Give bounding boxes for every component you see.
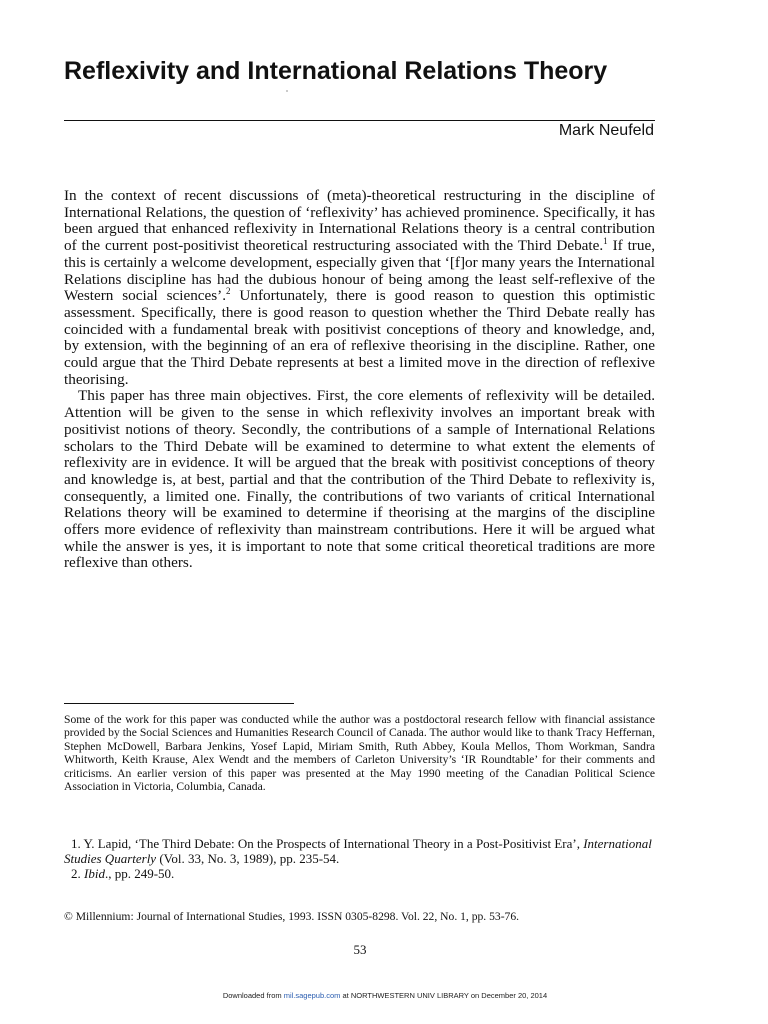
download-prefix: Downloaded from — [222, 991, 284, 1000]
body-paragraph-1 — [64, 188, 655, 388]
download-notice — [0, 991, 768, 1000]
download-suffix: at NORTHWESTERN UNIV LIBRARY on December 20, 2014 — [340, 991, 548, 1000]
paragraph-1-part-b: If true, this is certainly a welcome development, especially given that ‘[f]or many years the International Relations discipline has had the dubious honour of being among the least self-reflexive of the Western social sciences’. — [64, 237, 655, 305]
footnote-1-text-b: (Vol. 33, No. 3, 1989), pp. 235-54. — [156, 851, 340, 866]
scan-speck — [286, 90, 288, 92]
body-paragraph-2: This paper has three main objectives. First, the core elements of reflexivity will be detailed. Attention will be given to the sense in which reflexivity involves an important break with positivist notions of theory. Secondly, the contributions of a sample of International Relations scholars to the Third Debate will be examined to determine to what extent the elements of reflexivity are in evidence. It will be argued that the break with positivist conceptions of theory and knowledge is, at best, partial and that the contribution of the Third Debate to reflexivity is, consequently, a limited one. Finally, the contributions of two variants of critical International Relations theory will be examined to determine if theorising at the margins of the discipline offers more evidence of reflexivity than mainstream contributions. Here it will be argued what while the answer is yes, it is important to note that some critical theoretical traditions are more reflexive than others. — [64, 387, 655, 572]
paragraph-1-part-a: In the context of recent discussions of (meta)-theoretical restructuring in the discipline of International Relations, the question of ‘reflexivity’ has achieved prominence. Specifically, it has been argued that enhanced reflexivity in International Relations theory is a central contribution of the current post-positivist theoretical restructuring associated with the Third Debate. — [64, 187, 655, 255]
paragraph-1-part-c: Unfortunately, there is good reason to question this optimistic assessment. Specifically, there is good reason to question whether the Third Debate really has coincided with a fundamental break with positivist conceptions of theory and knowledge, and, by extension, with the beginning of an era of reflexive theorising in the discipline. Rather, one could argue that the Third Debate represents at best a limited move in the direction of reflexive theorising. — [64, 287, 655, 388]
footnote-2-number: 2. — [71, 866, 84, 881]
copyright-line: © Millennium: Journal of International Studies, 1993. ISSN 0305-8298. Vol. 22, No. 1, pp. 53-76. — [64, 910, 520, 923]
article-title: Reflexivity and International Relations Theory — [64, 57, 608, 85]
footnote-2 — [64, 866, 655, 881]
footnote-2-text: ., pp. 249-50. — [104, 866, 175, 881]
footnote-1-text-a: 1. Y. Lapid, ‘The Third Debate: On the Prospects of International Theory in a Post-Positivist Era’, — [71, 836, 584, 851]
footnotes — [64, 836, 655, 881]
footnote-1-journal: International Studies Quarterly — [64, 836, 652, 866]
footnote-ref-2: 2 — [226, 286, 231, 297]
footnote-divider — [64, 703, 294, 704]
article-body — [64, 188, 655, 572]
footnote-1 — [64, 836, 655, 866]
download-source-link[interactable]: mil.sagepub.com — [283, 991, 341, 1000]
article-author: Mark Neufeld — [558, 122, 654, 139]
title-divider — [64, 120, 655, 121]
footnote-ref-1: 1 — [603, 236, 608, 247]
footnote-2-ibid: Ibid — [84, 866, 105, 881]
acknowledgement-note: Some of the work for this paper was conducted while the author was a postdoctoral research fellow with financial assistance provided by the Social Sciences and Humanities Research Council of Canada. The author would like to thank Tracy Heffernan, Stephen McDowell, Barbara Jenkins, Yosef Lapid, Miriam Smith, Ruth Abbey, Koula Mellos, Thom Workman, Sandra Whitworth, Keith Krause, Alex Wendt and the members of Carleton University’s ‘IR Roundtable’ for their comments and criticisms. An earlier version of this paper was presented at the May 1990 meeting of the Canadian Political Science Association in Victoria, Columbia, Canada. — [64, 713, 655, 794]
page-number: 53 — [353, 942, 367, 957]
